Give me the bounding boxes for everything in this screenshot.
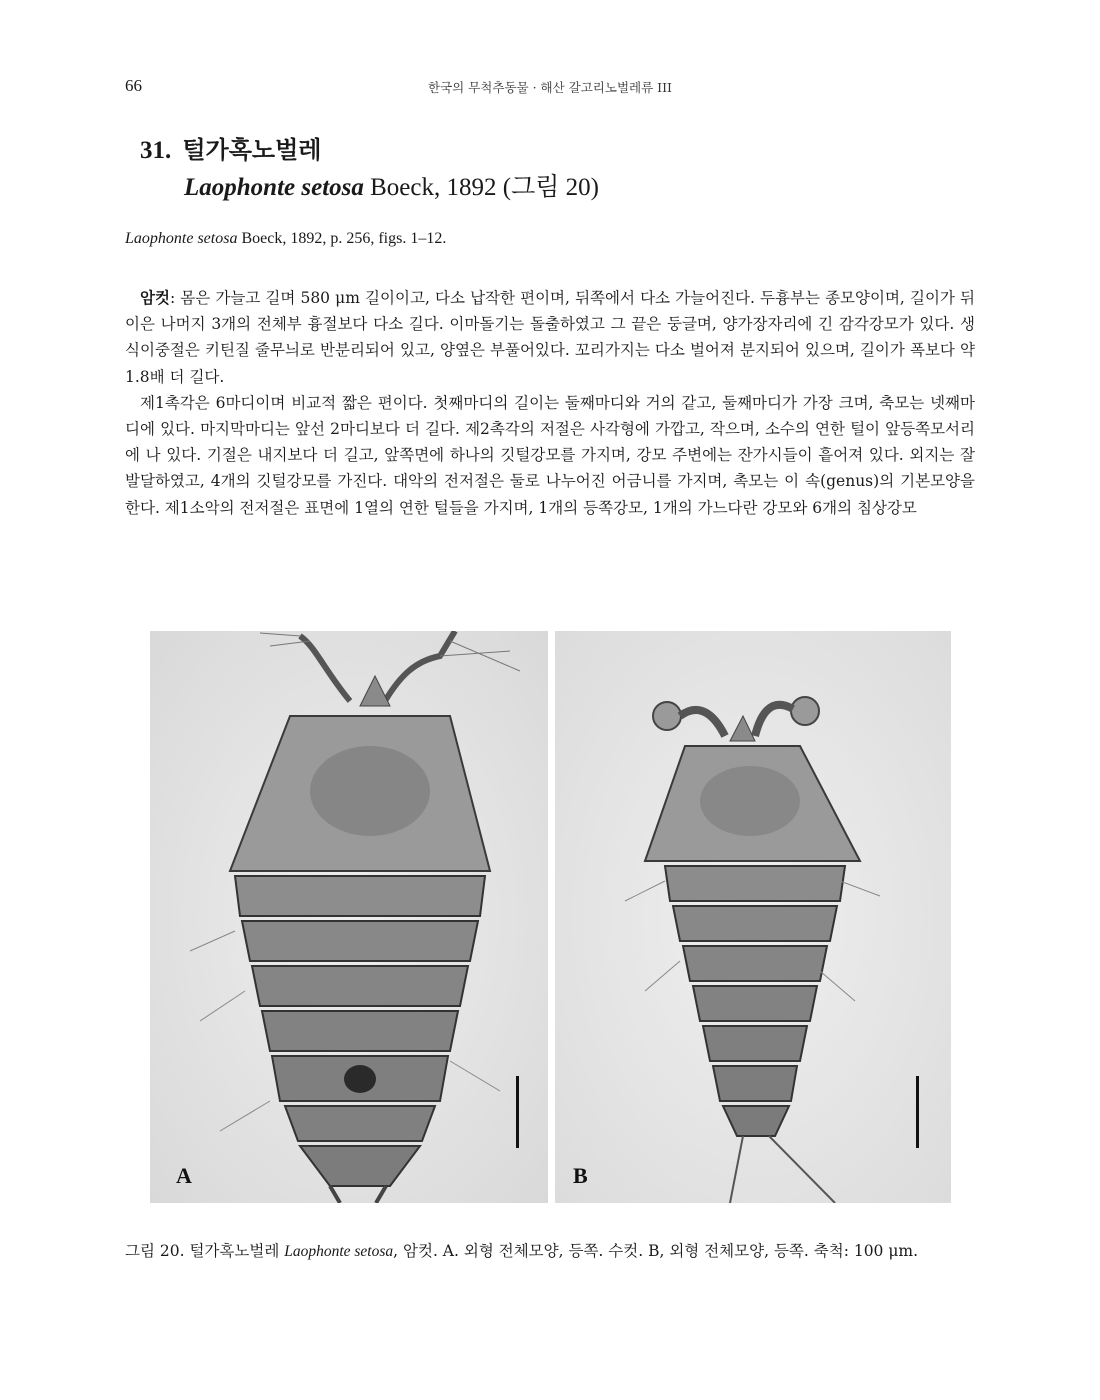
citation-name: Laophonte setosa [125, 230, 238, 247]
paragraph-female [125, 285, 975, 390]
running-title: 한국의 무척추동물 · 해산 갈고리노벌레류 III [428, 80, 672, 95]
species-korean-name: 털가혹노벌레 [182, 135, 322, 164]
species-author-year: Boeck, 1892 (그림 20) [363, 174, 599, 201]
running-head [125, 76, 975, 98]
species-heading [140, 130, 599, 203]
caption-species: Laophonte setosa [284, 1243, 394, 1260]
citation-rest: Boeck, 1892, p. 256, figs. 1–12. [237, 230, 447, 247]
species-number: 31. [140, 137, 172, 164]
figure-panel-a [150, 631, 548, 1203]
page-number: 66 [125, 76, 142, 95]
scale-bar [516, 1076, 519, 1148]
paragraph-1-text: : 몸은 가늘고 길며 580 μm 길이이고, 다소 납작한 편이며, 뒤쪽에서 다소 가늘어진다. 두흉부는 종모양이며, 길이가 뒤이은 나머지 3개의 전체부 흉절보다 다소 길다. 이마돌기는 돌출하였고 그 끝은 둥글며, 양가장자리에 긴 감각강모가 있다. 생식이중절은 키틴질 줄무늬로 반분리되어 있고, 양옆은 부풀어있다. 꼬리가지는 다소 벌어져 분지되어 있으며, 길이가 폭보다 약 1.8배 더 길다. [125, 289, 975, 386]
panel-label-a: A [176, 1163, 192, 1188]
figure-caption [125, 1238, 975, 1265]
description-text [125, 285, 975, 521]
copepod-male-illustration [555, 631, 951, 1203]
paragraph-2: 제1촉각은 6마디이며 비교적 짧은 편이다. 첫째마디의 길이는 둘째마디와 거의 같고, 둘째마디가 가장 크며, 축모는 넷째마디에 있다. 마지막마디는 앞선 2마디보다 더 길다. 제2촉각의 저절은 사각형에 가깝고, 작으며, 소수의 연한 털이 앞등쪽모서리에 나 있다. 기절은 내지보다 더 길고, 앞쪽면에 하나의 깃털강모를 가지며, 강모 주변에는 잔가시들이 흩어져 있다. 외지는 잘 발달하였고, 4개의 깃털강모를 가진다. 대악의 전저절은 둘로 나누어진 어금니를 가지며, 촉모는 이 속(genus)의 기본모양을 한다. 제1소악의 전저절은 표면에 1열의 연한 털들을 가지며, 1개의 등쪽강모, 1개의 가느다란 강모와 6개의 침상강모 [125, 393, 975, 517]
copepod-female-illustration [150, 631, 548, 1203]
panel-label-b: B [573, 1163, 588, 1188]
species-scientific-name: Laophonte setosa [184, 174, 364, 201]
scale-bar [916, 1076, 919, 1148]
synonymy-citation [125, 230, 446, 248]
caption-rest: , 암컷. A. 외형 전체모양, 등쪽. 수컷. B, 외형 전체모양, 등쪽. 축척: 100 μm. [393, 1242, 919, 1260]
figure-panel-b [555, 631, 951, 1203]
caption-prefix: 그림 20. 털가혹노벌레 [125, 1242, 285, 1260]
sex-label: 암컷 [140, 288, 170, 307]
